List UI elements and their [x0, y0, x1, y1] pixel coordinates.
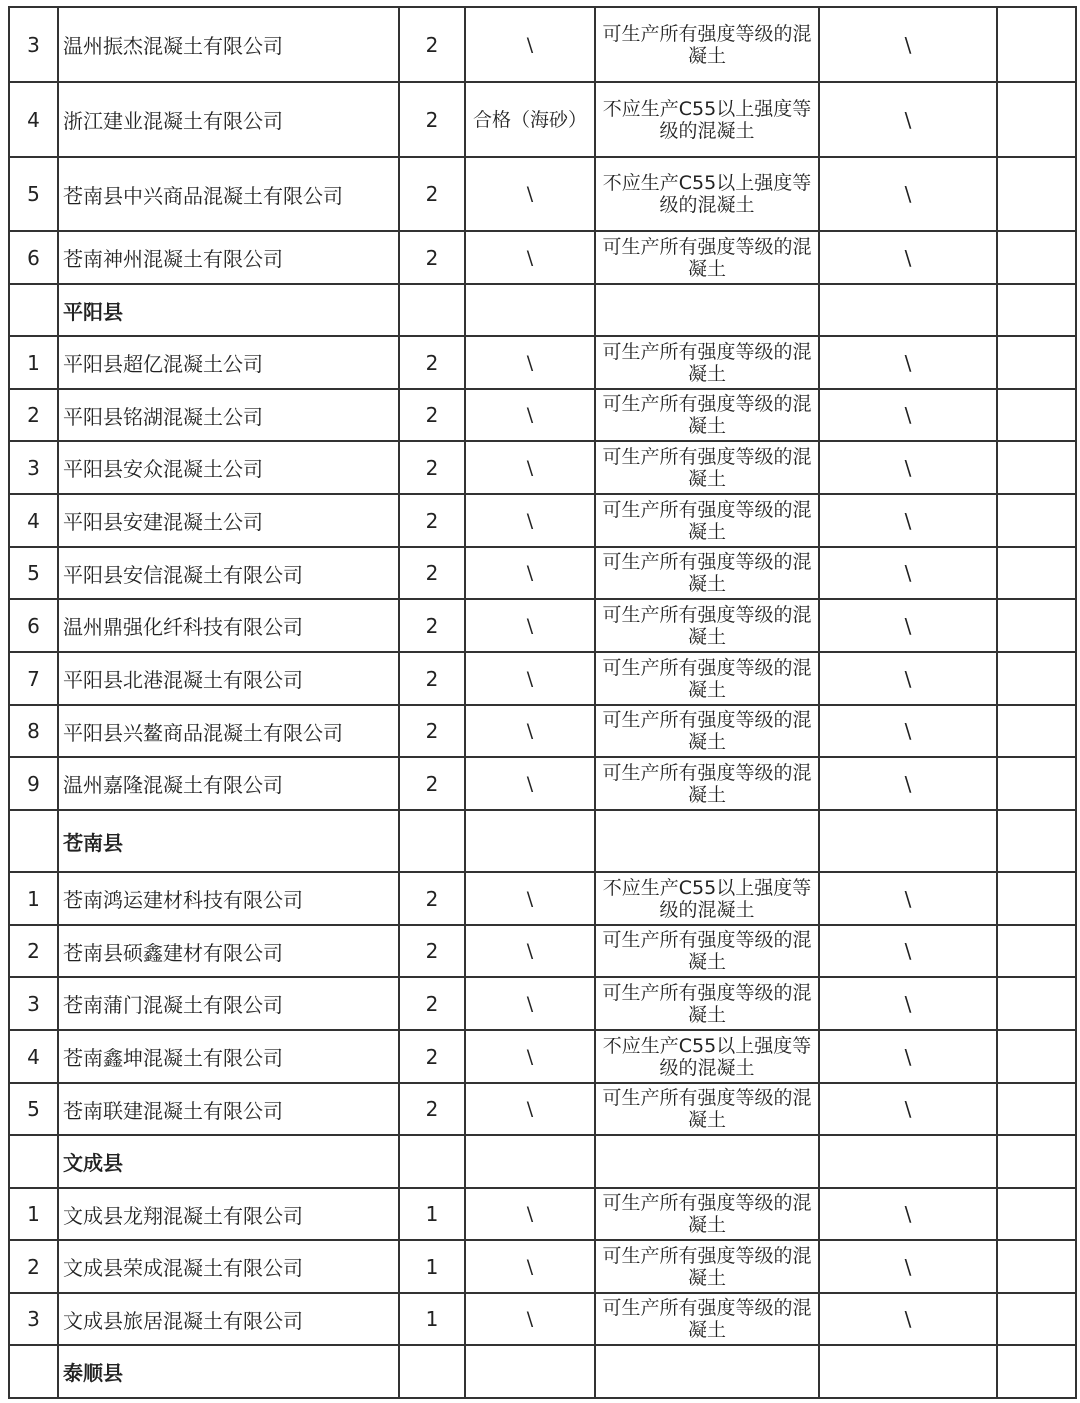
test-result: \	[465, 1293, 595, 1345]
table-row	[9, 1240, 1076, 1293]
strength-grade-cell	[595, 1135, 819, 1188]
strength-grade: 可生产所有强度等级的混凝土	[595, 1240, 819, 1293]
quantity-cell	[399, 284, 465, 336]
row-index: 6	[9, 231, 58, 284]
table-row	[9, 157, 1076, 231]
table-row	[9, 336, 1076, 389]
company-name: 平阳县兴鳌商品混凝土有限公司	[58, 705, 399, 757]
company-name: 温州嘉隆混凝土有限公司	[58, 757, 399, 810]
company-name: 苍南蒲门混凝土有限公司	[58, 977, 399, 1030]
test-result: \	[465, 977, 595, 1030]
test-result: \	[465, 1188, 595, 1240]
table-body	[9, 7, 1076, 1398]
sample-count: 2	[399, 157, 465, 231]
strength-grade: 可生产所有强度等级的混凝土	[595, 1083, 819, 1135]
test-result-cell	[465, 1135, 595, 1188]
note-cell	[819, 810, 997, 872]
index-cell	[9, 1135, 58, 1188]
note-cell: \	[819, 652, 997, 705]
quantity-cell	[399, 1135, 465, 1188]
sample-count: 2	[399, 231, 465, 284]
row-index: 3	[9, 441, 58, 494]
strength-grade: 可生产所有强度等级的混凝土	[595, 389, 819, 441]
sample-count: 2	[399, 652, 465, 705]
row-index: 3	[9, 1293, 58, 1345]
test-result: \	[465, 389, 595, 441]
row-index: 9	[9, 757, 58, 810]
strength-grade: 不应生产C55以上强度等级的混凝土	[595, 82, 819, 157]
quantity-cell	[399, 1345, 465, 1398]
table-row	[9, 441, 1076, 494]
remark-cell	[997, 441, 1076, 494]
test-result: \	[465, 1030, 595, 1083]
remark-cell	[997, 652, 1076, 705]
note-cell: \	[819, 494, 997, 547]
table-row	[9, 494, 1076, 547]
row-index: 1	[9, 336, 58, 389]
index-cell	[9, 1345, 58, 1398]
strength-grade: 可生产所有强度等级的混凝土	[595, 547, 819, 599]
row-index: 2	[9, 389, 58, 441]
sample-count: 2	[399, 925, 465, 977]
section-title: 泰顺县	[58, 1345, 399, 1398]
strength-grade: 可生产所有强度等级的混凝土	[595, 1188, 819, 1240]
note-cell: \	[819, 872, 997, 925]
company-name: 苍南神州混凝土有限公司	[58, 231, 399, 284]
test-result: \	[465, 705, 595, 757]
remark-cell	[997, 1293, 1076, 1345]
row-index: 4	[9, 494, 58, 547]
section-row	[9, 284, 1076, 336]
company-name: 苍南县中兴商品混凝土有限公司	[58, 157, 399, 231]
test-result: \	[465, 157, 595, 231]
company-name: 浙江建业混凝土有限公司	[58, 82, 399, 157]
section-row	[9, 810, 1076, 872]
row-index: 2	[9, 925, 58, 977]
company-name: 苍南县硕鑫建材有限公司	[58, 925, 399, 977]
note-cell: \	[819, 441, 997, 494]
sample-count: 2	[399, 872, 465, 925]
row-index: 3	[9, 977, 58, 1030]
remark-cell	[997, 389, 1076, 441]
remark-cell	[997, 872, 1076, 925]
note-cell: \	[819, 1030, 997, 1083]
remark-cell	[997, 231, 1076, 284]
remark-cell	[997, 757, 1076, 810]
remark-cell	[997, 157, 1076, 231]
remark-cell	[997, 1345, 1076, 1398]
note-cell: \	[819, 977, 997, 1030]
remark-cell	[997, 1083, 1076, 1135]
remark-cell	[997, 494, 1076, 547]
note-cell	[819, 1135, 997, 1188]
note-cell: \	[819, 157, 997, 231]
sample-count: 2	[399, 7, 465, 82]
strength-grade: 可生产所有强度等级的混凝土	[595, 757, 819, 810]
section-title: 文成县	[58, 1135, 399, 1188]
strength-grade: 可生产所有强度等级的混凝土	[595, 231, 819, 284]
sample-count: 1	[399, 1293, 465, 1345]
strength-grade: 不应生产C55以上强度等级的混凝土	[595, 872, 819, 925]
section-title: 苍南县	[58, 810, 399, 872]
table-row	[9, 1030, 1076, 1083]
strength-grade: 可生产所有强度等级的混凝土	[595, 652, 819, 705]
remark-cell	[997, 7, 1076, 82]
note-cell: \	[819, 925, 997, 977]
company-name: 文成县龙翔混凝土有限公司	[58, 1188, 399, 1240]
sample-count: 2	[399, 977, 465, 1030]
test-result: \	[465, 872, 595, 925]
test-result: \	[465, 231, 595, 284]
test-result: \	[465, 547, 595, 599]
sample-count: 1	[399, 1188, 465, 1240]
table-row	[9, 925, 1076, 977]
table-row	[9, 872, 1076, 925]
company-name: 苍南联建混凝土有限公司	[58, 1083, 399, 1135]
test-result: \	[465, 494, 595, 547]
note-cell: \	[819, 1188, 997, 1240]
remark-cell	[997, 599, 1076, 652]
remark-cell	[997, 82, 1076, 157]
strength-grade: 可生产所有强度等级的混凝土	[595, 441, 819, 494]
table-row	[9, 1188, 1076, 1240]
sample-count: 2	[399, 336, 465, 389]
strength-grade: 不应生产C55以上强度等级的混凝土	[595, 1030, 819, 1083]
sample-count: 2	[399, 494, 465, 547]
table-row	[9, 757, 1076, 810]
row-index: 3	[9, 7, 58, 82]
row-index: 1	[9, 1188, 58, 1240]
test-result: \	[465, 1240, 595, 1293]
remark-cell	[997, 705, 1076, 757]
note-cell: \	[819, 1240, 997, 1293]
row-index: 8	[9, 705, 58, 757]
strength-grade-cell	[595, 810, 819, 872]
remark-cell	[997, 336, 1076, 389]
sample-count: 1	[399, 1240, 465, 1293]
note-cell: \	[819, 547, 997, 599]
row-index: 4	[9, 1030, 58, 1083]
note-cell: \	[819, 1083, 997, 1135]
row-index: 5	[9, 1083, 58, 1135]
row-index: 6	[9, 599, 58, 652]
test-result: \	[465, 441, 595, 494]
remark-cell	[997, 1188, 1076, 1240]
section-title: 平阳县	[58, 284, 399, 336]
note-cell: \	[819, 336, 997, 389]
test-result: \	[465, 7, 595, 82]
sample-count: 2	[399, 757, 465, 810]
company-name: 平阳县铭湖混凝土公司	[58, 389, 399, 441]
row-index: 2	[9, 1240, 58, 1293]
note-cell: \	[819, 82, 997, 157]
company-name: 苍南鸿运建材科技有限公司	[58, 872, 399, 925]
table-row	[9, 7, 1076, 82]
test-result: \	[465, 336, 595, 389]
table-row	[9, 705, 1076, 757]
note-cell: \	[819, 231, 997, 284]
test-result-cell	[465, 810, 595, 872]
remark-cell	[997, 1135, 1076, 1188]
test-result: \	[465, 652, 595, 705]
note-cell	[819, 1345, 997, 1398]
remark-cell	[997, 977, 1076, 1030]
note-cell: \	[819, 1293, 997, 1345]
sample-count: 2	[399, 599, 465, 652]
table-row	[9, 231, 1076, 284]
test-result-cell	[465, 284, 595, 336]
table-row	[9, 1293, 1076, 1345]
remark-cell	[997, 810, 1076, 872]
table-row	[9, 547, 1076, 599]
note-cell: \	[819, 705, 997, 757]
sample-count: 2	[399, 1083, 465, 1135]
row-index: 5	[9, 547, 58, 599]
test-result: 合格（海砂）	[465, 82, 595, 157]
company-name: 温州振杰混凝土有限公司	[58, 7, 399, 82]
strength-grade: 可生产所有强度等级的混凝土	[595, 336, 819, 389]
table-row	[9, 599, 1076, 652]
table-row	[9, 652, 1076, 705]
row-index: 5	[9, 157, 58, 231]
section-row	[9, 1135, 1076, 1188]
strength-grade: 不应生产C55以上强度等级的混凝土	[595, 157, 819, 231]
company-name: 平阳县安建混凝土公司	[58, 494, 399, 547]
index-cell	[9, 284, 58, 336]
remark-cell	[997, 1030, 1076, 1083]
strength-grade: 可生产所有强度等级的混凝土	[595, 705, 819, 757]
company-name: 文成县旅居混凝土有限公司	[58, 1293, 399, 1345]
table-row	[9, 389, 1076, 441]
row-index: 1	[9, 872, 58, 925]
remark-cell	[997, 547, 1076, 599]
remark-cell	[997, 925, 1076, 977]
strength-grade: 可生产所有强度等级的混凝土	[595, 494, 819, 547]
company-name: 苍南鑫坤混凝土有限公司	[58, 1030, 399, 1083]
quantity-cell	[399, 810, 465, 872]
table-row	[9, 977, 1076, 1030]
sample-count: 2	[399, 389, 465, 441]
strength-grade-cell	[595, 1345, 819, 1398]
test-result: \	[465, 1083, 595, 1135]
sample-count: 2	[399, 1030, 465, 1083]
remark-cell	[997, 284, 1076, 336]
sample-count: 2	[399, 705, 465, 757]
note-cell: \	[819, 599, 997, 652]
company-name: 文成县荣成混凝土有限公司	[58, 1240, 399, 1293]
test-result: \	[465, 599, 595, 652]
table-row	[9, 82, 1076, 157]
company-name: 平阳县安信混凝土有限公司	[58, 547, 399, 599]
strength-grade: 可生产所有强度等级的混凝土	[595, 925, 819, 977]
note-cell: \	[819, 757, 997, 810]
remark-cell	[997, 1240, 1076, 1293]
strength-grade: 可生产所有强度等级的混凝土	[595, 977, 819, 1030]
row-index: 4	[9, 82, 58, 157]
results-table	[8, 6, 1077, 1399]
sample-count: 2	[399, 82, 465, 157]
test-result: \	[465, 925, 595, 977]
strength-grade: 可生产所有强度等级的混凝土	[595, 1293, 819, 1345]
company-name: 温州鼎强化纤科技有限公司	[58, 599, 399, 652]
section-row	[9, 1345, 1076, 1398]
test-result: \	[465, 757, 595, 810]
table-row	[9, 1083, 1076, 1135]
strength-grade: 可生产所有强度等级的混凝土	[595, 599, 819, 652]
company-name: 平阳县超亿混凝土公司	[58, 336, 399, 389]
row-index: 7	[9, 652, 58, 705]
note-cell	[819, 284, 997, 336]
index-cell	[9, 810, 58, 872]
note-cell: \	[819, 7, 997, 82]
test-result-cell	[465, 1345, 595, 1398]
company-name: 平阳县安众混凝土公司	[58, 441, 399, 494]
note-cell: \	[819, 389, 997, 441]
strength-grade-cell	[595, 284, 819, 336]
sample-count: 2	[399, 441, 465, 494]
strength-grade: 可生产所有强度等级的混凝土	[595, 7, 819, 82]
company-name: 平阳县北港混凝土有限公司	[58, 652, 399, 705]
sample-count: 2	[399, 547, 465, 599]
